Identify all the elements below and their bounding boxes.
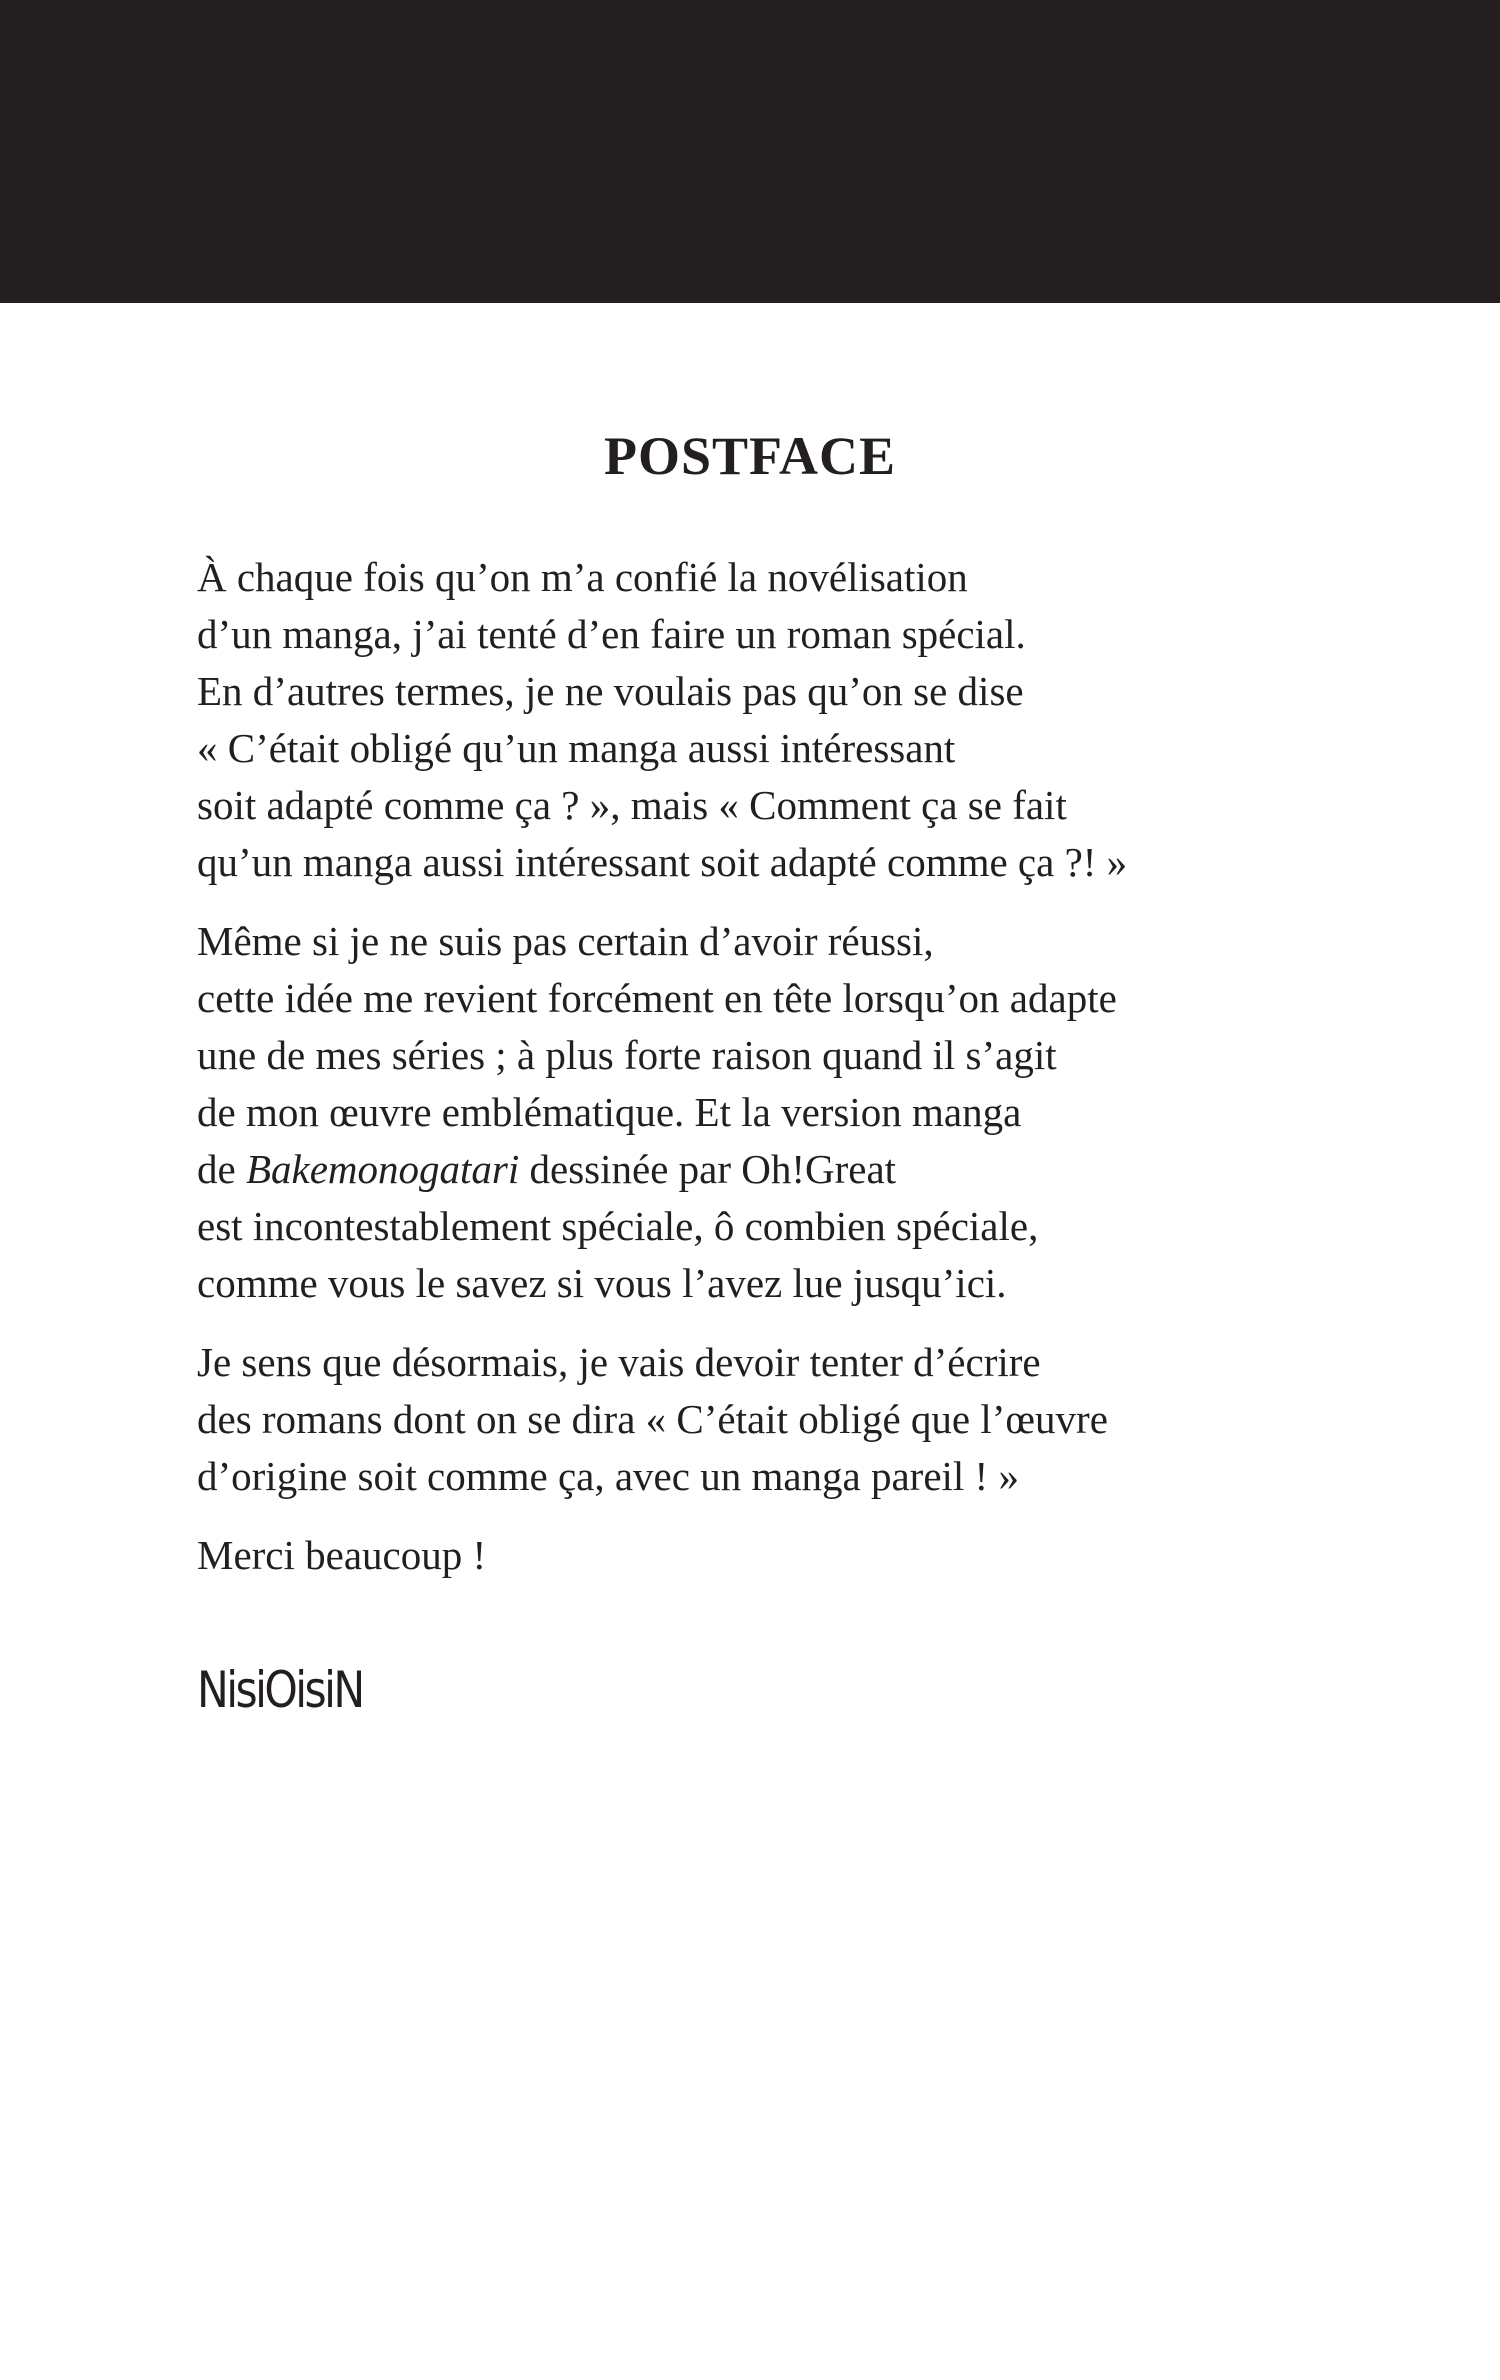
text-fragment: de bbox=[197, 1146, 246, 1192]
top-black-band bbox=[0, 0, 1500, 303]
text-line: cette idée me revient forcément en tête lorsqu’on adapte bbox=[197, 975, 1117, 1021]
text-line: « C’était obligé qu’un manga aussi intéressant bbox=[197, 725, 956, 771]
text-line: des romans dont on se dira « C’était obligé que l’œuvre bbox=[197, 1396, 1108, 1442]
text-fragment: dessinée par Oh!Great bbox=[519, 1146, 897, 1192]
text-line-with-italic-title bbox=[197, 1141, 1337, 1198]
text-line: À chaque fois qu’on m’a confié la novélisation bbox=[197, 554, 968, 600]
paragraph-4 bbox=[197, 1527, 1337, 1584]
text-line: soit adapté comme ça ? », mais « Comment ça se fait bbox=[197, 782, 1067, 828]
text-line: est incontestablement spéciale, ô combien spéciale, bbox=[197, 1203, 1039, 1249]
text-line: d’origine soit comme ça, avec un manga pareil ! » bbox=[197, 1453, 1019, 1499]
postface-body bbox=[197, 549, 1337, 1584]
text-line: une de mes séries ; à plus forte raison quand il s’agit bbox=[197, 1032, 1057, 1078]
paragraph-1 bbox=[197, 549, 1337, 891]
text-line: En d’autres termes, je ne voulais pas qu’on se dise bbox=[197, 668, 1024, 714]
paragraph-spacer bbox=[197, 1312, 1337, 1334]
author-signature: NisiOisiN bbox=[197, 1661, 363, 1719]
text-line: de mon œuvre emblématique. Et la version manga bbox=[197, 1089, 1022, 1135]
text-line: Je sens que désormais, je vais devoir tenter d’écrire bbox=[197, 1339, 1041, 1385]
page-title: POSTFACE bbox=[603, 426, 897, 486]
text-line: Même si je ne suis pas certain d’avoir réussi, bbox=[197, 918, 934, 964]
text-line: Merci beaucoup ! bbox=[197, 1532, 487, 1578]
paragraph-3 bbox=[197, 1334, 1337, 1505]
text-line: comme vous le savez si vous l’avez lue jusqu’ici. bbox=[197, 1260, 1007, 1306]
paragraph-spacer bbox=[197, 1505, 1337, 1527]
paragraph-spacer bbox=[197, 891, 1337, 913]
text-line: d’un manga, j’ai tenté d’en faire un roman spécial. bbox=[197, 611, 1026, 657]
text-line: qu’un manga aussi intéressant soit adapté comme ça ?! » bbox=[197, 839, 1128, 885]
paragraph-2 bbox=[197, 913, 1337, 1312]
work-title-italic: Bakemonogatari bbox=[245, 1146, 520, 1192]
